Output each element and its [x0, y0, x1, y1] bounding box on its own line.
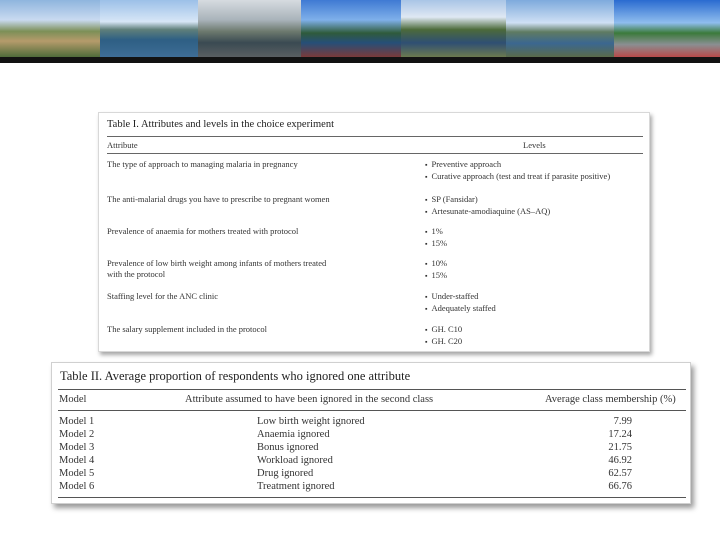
banner-photo-lake-town [401, 0, 506, 57]
table-row [52, 442, 690, 455]
model-cell: Model 4 [59, 455, 95, 466]
table-row [52, 429, 690, 442]
attribute-line-1: Prevalence of low birth weight among infants of mothers treated [107, 258, 327, 268]
model-cell: Model 1 [59, 416, 95, 427]
level-item: ▪ 15% [425, 238, 647, 250]
table-2-header-rule [58, 410, 686, 411]
table-1-header-attribute: Attribute [107, 140, 138, 150]
table-2-bottom-rule [58, 497, 686, 498]
membership-cell: 66.76 [608, 481, 632, 492]
table-1-title: Table I. Attributes and levels in the choice experiment [107, 119, 334, 130]
level-item: ▪ 15% [425, 270, 647, 282]
banner-photo-lakeside-promenade [198, 0, 301, 57]
table-1-attributes-levels [98, 112, 650, 352]
level-item: ▪ Adequately staffed [425, 303, 647, 315]
table-row [52, 455, 690, 468]
attribute-cell: Anaemia ignored [257, 429, 330, 440]
level-item: ▪ 10% [425, 258, 647, 270]
table-2-top-rule [58, 389, 686, 390]
model-cell: Model 5 [59, 468, 95, 479]
model-cell: Model 3 [59, 442, 95, 453]
banner-photo-lake-panorama [506, 0, 614, 57]
membership-cell: 21.75 [608, 442, 632, 453]
level-item: ▪ SP (Fansidar) [425, 194, 647, 206]
table-row [52, 416, 690, 429]
membership-cell: 46.92 [608, 455, 632, 466]
table-1-row-levels [425, 324, 647, 348]
banner-photo-lake-view [100, 0, 198, 57]
table-1-top-rule [107, 136, 643, 137]
table-1-row-attribute: The salary supplement included in the protocol [107, 324, 268, 334]
table-2-header-model: Model [59, 394, 87, 405]
level-item: ▪ GH. C10 [425, 324, 647, 336]
membership-cell: 17.24 [608, 429, 632, 440]
table-1-header-levels: Levels [523, 140, 546, 150]
attribute-cell: Workload ignored [257, 455, 333, 466]
banner-photo-hilltop-town [0, 0, 100, 57]
table-1-row-attribute: Prevalence of anaemia for mothers treated with protocol [107, 226, 299, 236]
table-1-row-levels [425, 226, 647, 250]
banner-photo-harbor-mountain [301, 0, 401, 57]
table-1-row-attribute: Staffing level for the ANC clinic [107, 291, 219, 301]
attribute-cell: Drug ignored [257, 468, 314, 479]
model-cell: Model 2 [59, 429, 95, 440]
table-2-ignored-attribute [51, 362, 691, 504]
table-1-header-rule [107, 153, 643, 154]
table-2-header-attribute: Attribute assumed to have been ignored in the second class [185, 394, 434, 405]
banner-photo-palm-promenade [614, 0, 720, 57]
attribute-cell: Bonus ignored [257, 442, 319, 453]
model-cell: Model 6 [59, 481, 95, 492]
table-1-row-attribute: The anti-malarial drugs you have to prescribe to pregnant women [107, 194, 330, 204]
table-1-row-levels [425, 291, 647, 315]
level-item: ▪ 1% [425, 226, 647, 238]
header-photo-banner [0, 0, 720, 57]
level-item: ▪ Artesunate-amodiaquine (AS–AQ) [425, 206, 647, 218]
attribute-cell: Treatment ignored [257, 481, 335, 492]
table-1-row-attribute [107, 258, 372, 280]
table-row [52, 481, 690, 494]
level-item: ▪ Curative approach (test and treat if parasite positive) [425, 171, 647, 183]
table-1-row-attribute: The type of approach to managing malaria in pregnancy [107, 159, 298, 169]
table-row [52, 468, 690, 481]
attribute-cell: Low birth weight ignored [257, 416, 365, 427]
level-item: ▪ GH. C20 [425, 336, 647, 348]
level-item: ▪ Under-staffed [425, 291, 647, 303]
membership-cell: 62.57 [608, 468, 632, 479]
level-item: ▪ Preventive approach [425, 159, 647, 171]
table-1-row-levels [425, 194, 647, 218]
membership-cell: 7.99 [613, 416, 632, 427]
table-2-title: Table II. Average proportion of respondents who ignored one attribute [60, 369, 411, 383]
attribute-line-2: with the protocol [107, 269, 166, 279]
table-2-header-membership: Average class membership (%) [545, 394, 676, 405]
table-1-row-levels [425, 159, 647, 183]
table-1-row-levels [425, 258, 647, 282]
banner-divider [0, 57, 720, 63]
